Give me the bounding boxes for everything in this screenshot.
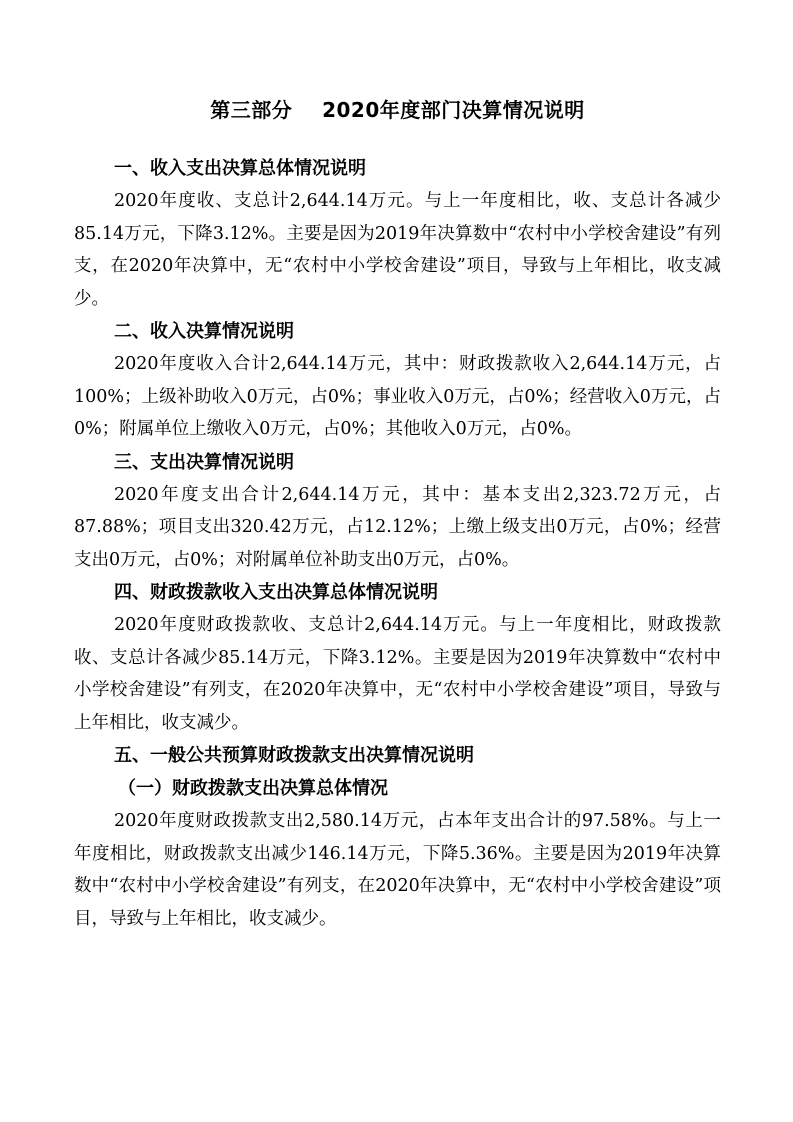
section-heading: 二、收入决算情况说明 — [114, 321, 294, 342]
section-general-public-budget-expense — [74, 739, 721, 935]
section-paragraph: 2020年度财政拨款收、支总计2,644.14万元。与上一年度相比，财政拨款收、支总计各减少85.14万元，下降3.12%。主要是因为2019年决算数中“农村中小学校舍建设”有列支，在2020年决算中，无“农村中小学校舍建设”项目，导致与上年相比，收支减少。 — [74, 615, 721, 733]
section-heading: 五、一般公共预算财政拨款支出决算情况说明 — [114, 745, 474, 766]
section-heading: 四、财政拨款收入支出决算总体情况说明 — [114, 582, 438, 603]
section-expense-final-accounts — [74, 446, 721, 577]
section-heading: 一、收入支出决算总体情况说明 — [114, 158, 366, 179]
section-paragraph: 2020年度收入合计2,644.14万元，其中：财政拨款收入2,644.14万元，占100%；上级补助收入0万元，占0%；事业收入0万元，占0%；经营收入0万元，占0%；附属单位上缴收入0万元，占0%；其他收入0万元，占0%。 — [74, 354, 721, 439]
section-income-expense-overview — [74, 152, 721, 315]
section-heading: 三、支出决算情况说明 — [114, 451, 294, 473]
section-paragraph: 2020年度收、支总计2,644.14万元。与上一年度相比，收、支总计各减少85.14万元，下降3.12%。主要是因为2019年决算数中“农村中小学校舍建设”有列支，在2020年决算中，无“农村中小学校舍建设”项目，导致与上年相比，收支减少。 — [74, 191, 721, 309]
section-income-final-accounts — [74, 315, 721, 446]
section-paragraph: 2020年度支出合计2,644.14万元，其中：基本支出2,323.72万元，占87.88%；项目支出320.42万元，占12.12%；上缴上级支出0万元，占0%；经营支出0万元，占0%；对附属单位补助支出0万元，占0%。 — [74, 484, 721, 570]
section-fiscal-appropriation-overview — [74, 576, 721, 739]
section-paragraph: 2020年度财政拨款支出2,580.14万元，占本年支出合计的97.58%。与上一年度相比，财政拨款支出减少146.14万元，下降5.36%。主要是因为2019年决算数中“农村中小学校舍建设”有列支，在2020年决算中，无“农村中小学校舍建设”项目，导致与上年相比，收支减少。 — [74, 811, 721, 929]
section-subheading: （一）财政拨款支出决算总体情况 — [118, 778, 388, 799]
page-title: 第三部分 2020年度部门决算情况说明 — [210, 98, 585, 122]
